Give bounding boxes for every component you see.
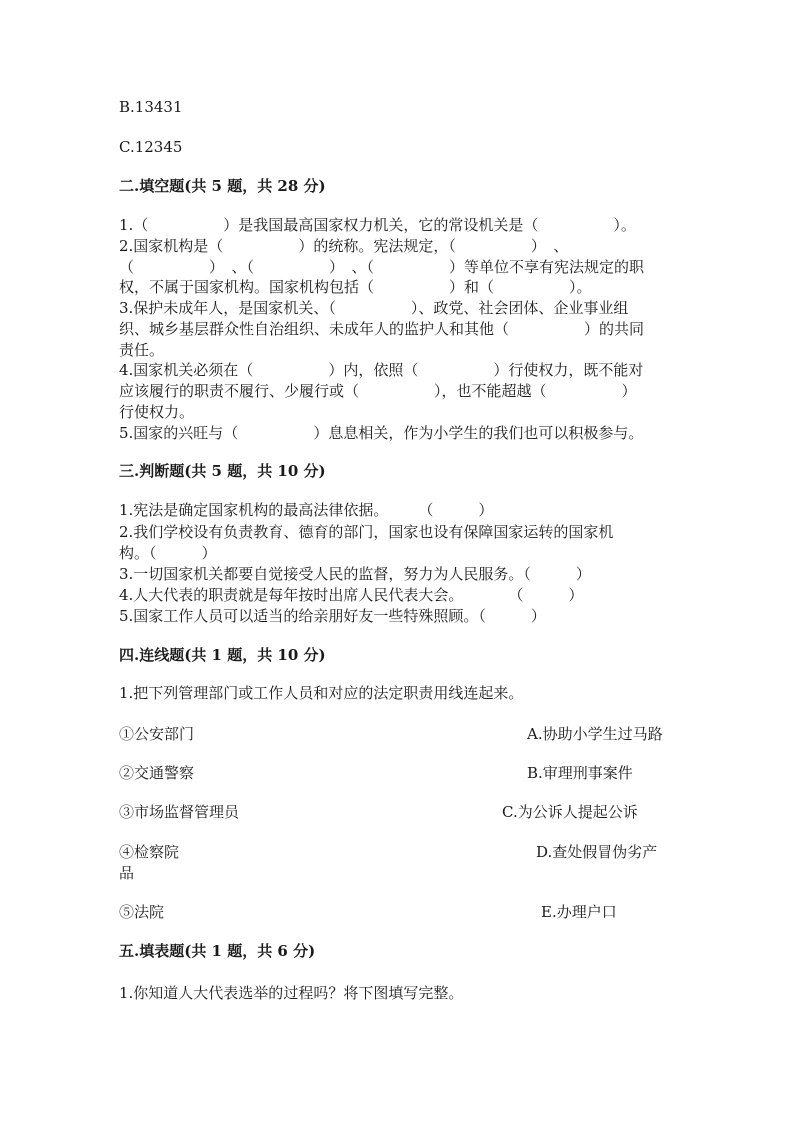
question-line: 1.宪法是确定国家机构的最高法律依据。 （ ）	[119, 501, 494, 519]
table-question: 1.你知道人大代表选举的过程吗？将下图填写完整。	[119, 984, 464, 1002]
question-line: 权，不属于国家机构。国家机构包括（ ）和（ ）。	[119, 278, 592, 296]
question-line: 4.人大代表的职责就是每年按时出席人民代表大会。 （ ）	[119, 586, 584, 604]
match-right-item: A.协助小学生过马路	[527, 725, 663, 743]
question-line: 构。（ ）	[119, 544, 217, 562]
question-line: （ ） 、（ ） 、（ ）等单位不享有宪法规定的职	[119, 258, 645, 276]
question-line: 2.我们学校设有负责教育、德育的部门，国家也设有保障国家运转的国家机	[119, 523, 614, 541]
question-line: 责任。	[119, 341, 165, 359]
section-heading-matching: 四.连线题(共 1 题，共 10 分)	[119, 646, 326, 664]
section-heading-table: 五.填表题(共 1 题，共 6 分)	[119, 942, 316, 960]
match-left-item: ③市场监督管理员	[119, 803, 240, 821]
match-left-item: ①公安部门	[119, 725, 195, 743]
question-line: 5.国家的兴旺与（ ）息息相关，作为小学生的我们也可以积极参与。	[119, 424, 644, 442]
question-line: 3.保护未成年人，是国家机关、（ ）、政党、社会团体、企业事业组	[119, 299, 629, 317]
choice-b: B.13431	[119, 98, 183, 116]
section-heading-fill-blank: 二.填空题(共 5 题，共 28 分)	[119, 177, 326, 195]
question-line: 2.国家机构是（ ）的统称。宪法规定，（ ） 、	[119, 237, 569, 255]
match-right-item: D.查处假冒伪劣产	[536, 843, 658, 861]
question-line: 4.国家机关必须在（ ）内，依照（ ）行使权力，既不能对	[119, 361, 644, 379]
question-line: 应该履行的职责不履行、少履行或（ ），也不能超越（ ）	[119, 382, 637, 400]
match-left-item: ⑤法院	[119, 903, 165, 921]
match-left-item: ②交通警察	[119, 764, 195, 782]
section-heading-true-false: 三.判断题(共 5 题，共 10 分)	[119, 462, 326, 480]
match-right-item: E.办理户口	[541, 903, 617, 921]
question-line: 织、城乡基层群众性自治组织、未成年人的监护人和其他（ ）的共同	[119, 320, 645, 338]
match-left-item: ④检察院	[119, 843, 180, 861]
matching-question: 1.把下列管理部门或工作人员和对应的法定职责用线连起来。	[119, 684, 524, 702]
question-line: 行使权力。	[119, 403, 195, 421]
match-left-wrap: 品	[119, 864, 135, 882]
match-right-item: C.为公诉人提起公诉	[502, 803, 638, 821]
choice-c: C.12345	[119, 138, 183, 156]
match-right-item: B.审理刑事案件	[527, 764, 633, 782]
question-line: 3.一切国家机关都要自觉接受人民的监督，努力为人民服务。（ ）	[119, 565, 591, 583]
question-line: 1.（ ）是我国最高国家权力机关，它的常设机关是（ ）。	[119, 216, 636, 234]
question-line: 5.国家工作人员可以适当的给亲朋好友一些特殊照顾。（ ）	[119, 607, 546, 625]
